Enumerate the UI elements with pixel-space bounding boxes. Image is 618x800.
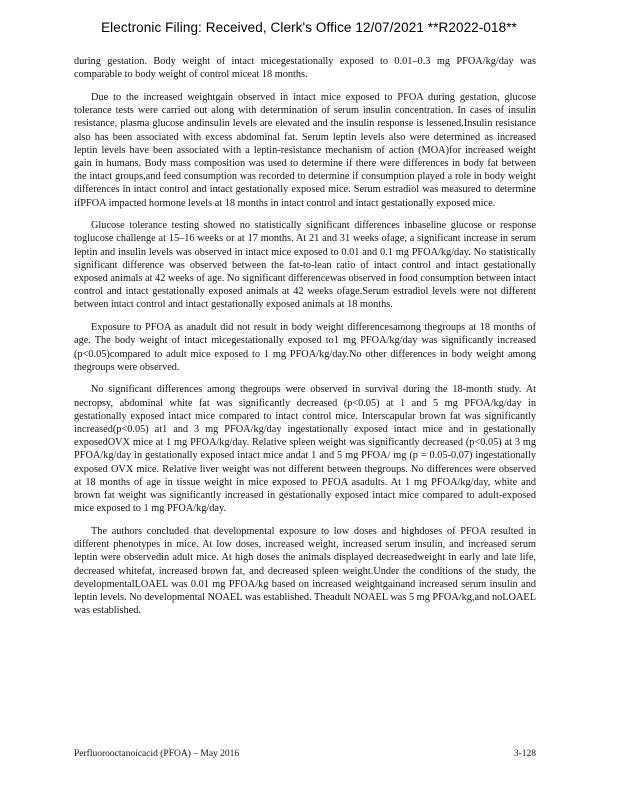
footer-page-number: 3-128 [513, 749, 536, 759]
document-body [74, 55, 536, 627]
paragraph-survival-necropsy: No significant differences among thegroups were observed in survival during the 18-month study. At necropsy, abdominal white fat was significantly decreased (p<0.05) at 1 and 5 mg PFOA/kg/day in gestationally exposed intact mice compared to intact control mice. Interscapular brown fat was significantly increased(p<0.05) at1 and 3 mg PFOA/kg/day ingestationally exposed intact mice and in gestationally exposedOVX mice at 1 mg PFOA/kg/day. Relative spleen weight was significantly decreased (p<0.05) at 3 mg PFOA/kg/day in gestationally exposed intact mice andat 1 and 5 mg PFOA/ mg (p = 0.05-0.07) ingestationally exposed OVX mice. Relative liver weight was not different between thegroups. No differences were observed at 18 months of age in tissue weight in mice exposed to PFOA asadults. At 1 mg PFOA/kg/day, white and brown fat weight was significantly increased in gestationally exposed intact mice compared to adult-exposed mice exposed to 1 mg PFOA/kg/day. [74, 384, 536, 515]
filing-stamp-header: Electronic Filing: Received, Clerk's Office 12/07/2021 **R2022-018** [101, 20, 517, 35]
paragraph-adult-exposure: Exposure to PFOA as anadult did not result in body weight differencesamong thegroups at 18 months of age. The body weight of intact micegestationally exposed to1 mg PFOA/kg/day was significantly increased (p<0.05)compared to adult mice exposed to 1 mg PFOA/kg/day.No other differences in body weight among thegroups were observed. [74, 322, 536, 373]
footer-document-title: Perfluorooctanoicacid (PFOA) – May 2016 [74, 749, 240, 759]
paragraph-conclusions: The authors concluded that developmental exposure to low doses and highdoses of PFOA resulted in different phenotypes in mice. At low doses, increased weight, increased serum insulin, and increased serum leptin were observedin adult mice. At high doses the animals displayed decreasedweight in early and late life, decreased whitefat, increased brown fat, and decreased spleen weight.Under the conditions of the study, the developmentalLOAEL was 0.01 mg PFOA/kg based on increased weightgainand increased serum insulin and leptin levels. No developmental NOAEL was established. Theadult NOAEL was 5 mg PFOA/kg,and noLOAEL was established. [74, 526, 536, 617]
paragraph-glucose-tolerance-rationale: Due to the increased weightgain observed in intact mice exposed to PFOA during gestation, glucose tolerance tests were carried out along with determination of serum insulin concentration. In cases of insulin resistance, plasma glucose andinsulin levels are elevated and the insulin response is lessened.Insulin resistance also has been associated with excess abdominal fat. Serum leptin levels also were determined as increased leptin levels have been associated with a leptin-resistance mechanism of action (MOA)for increased weight gain in humans. Body mass composition was used to determine if there were differences in body fat between the intact groups,and feed consumption was recorded to determine if consumption played a role in body weight differences in intact control and intact gestationally exposed mice. Serum estradiol was measured to determine ifPFOA impacted hormone levels at 18 months in intact control and intact gestationally exposed mice. [74, 91, 536, 209]
paragraph-glucose-testing-results: Glucose tolerance testing showed no statistically significant differences inbaseline glucose or response toglucose challenge at 15–16 weeks or at 17 months. At 21 and 31 weeks ofage, a significant increase in serum leptin and insulin levels was observed in intact mice exposed to 0.01 and 0.1 mg PFOA/kg/day. No statistically significant difference was observed between the fat-to-lean ratio of intact control and intact gestationally exposed animals at 42 weeks of age. No significant differencewas observed in food consumption between intact control and intact gestationally exposed animals at 42 weeks ofage.Serum estradiol levels were not different between intact control and intact gestationally exposed animals at 18 months. [74, 220, 536, 311]
paragraph-continued: during gestation. Body weight of intact micegestationally exposed to 0.01–0.3 mg PFOA/kg/day was comparable to body weight of control miceat 18 months. [74, 56, 536, 81]
